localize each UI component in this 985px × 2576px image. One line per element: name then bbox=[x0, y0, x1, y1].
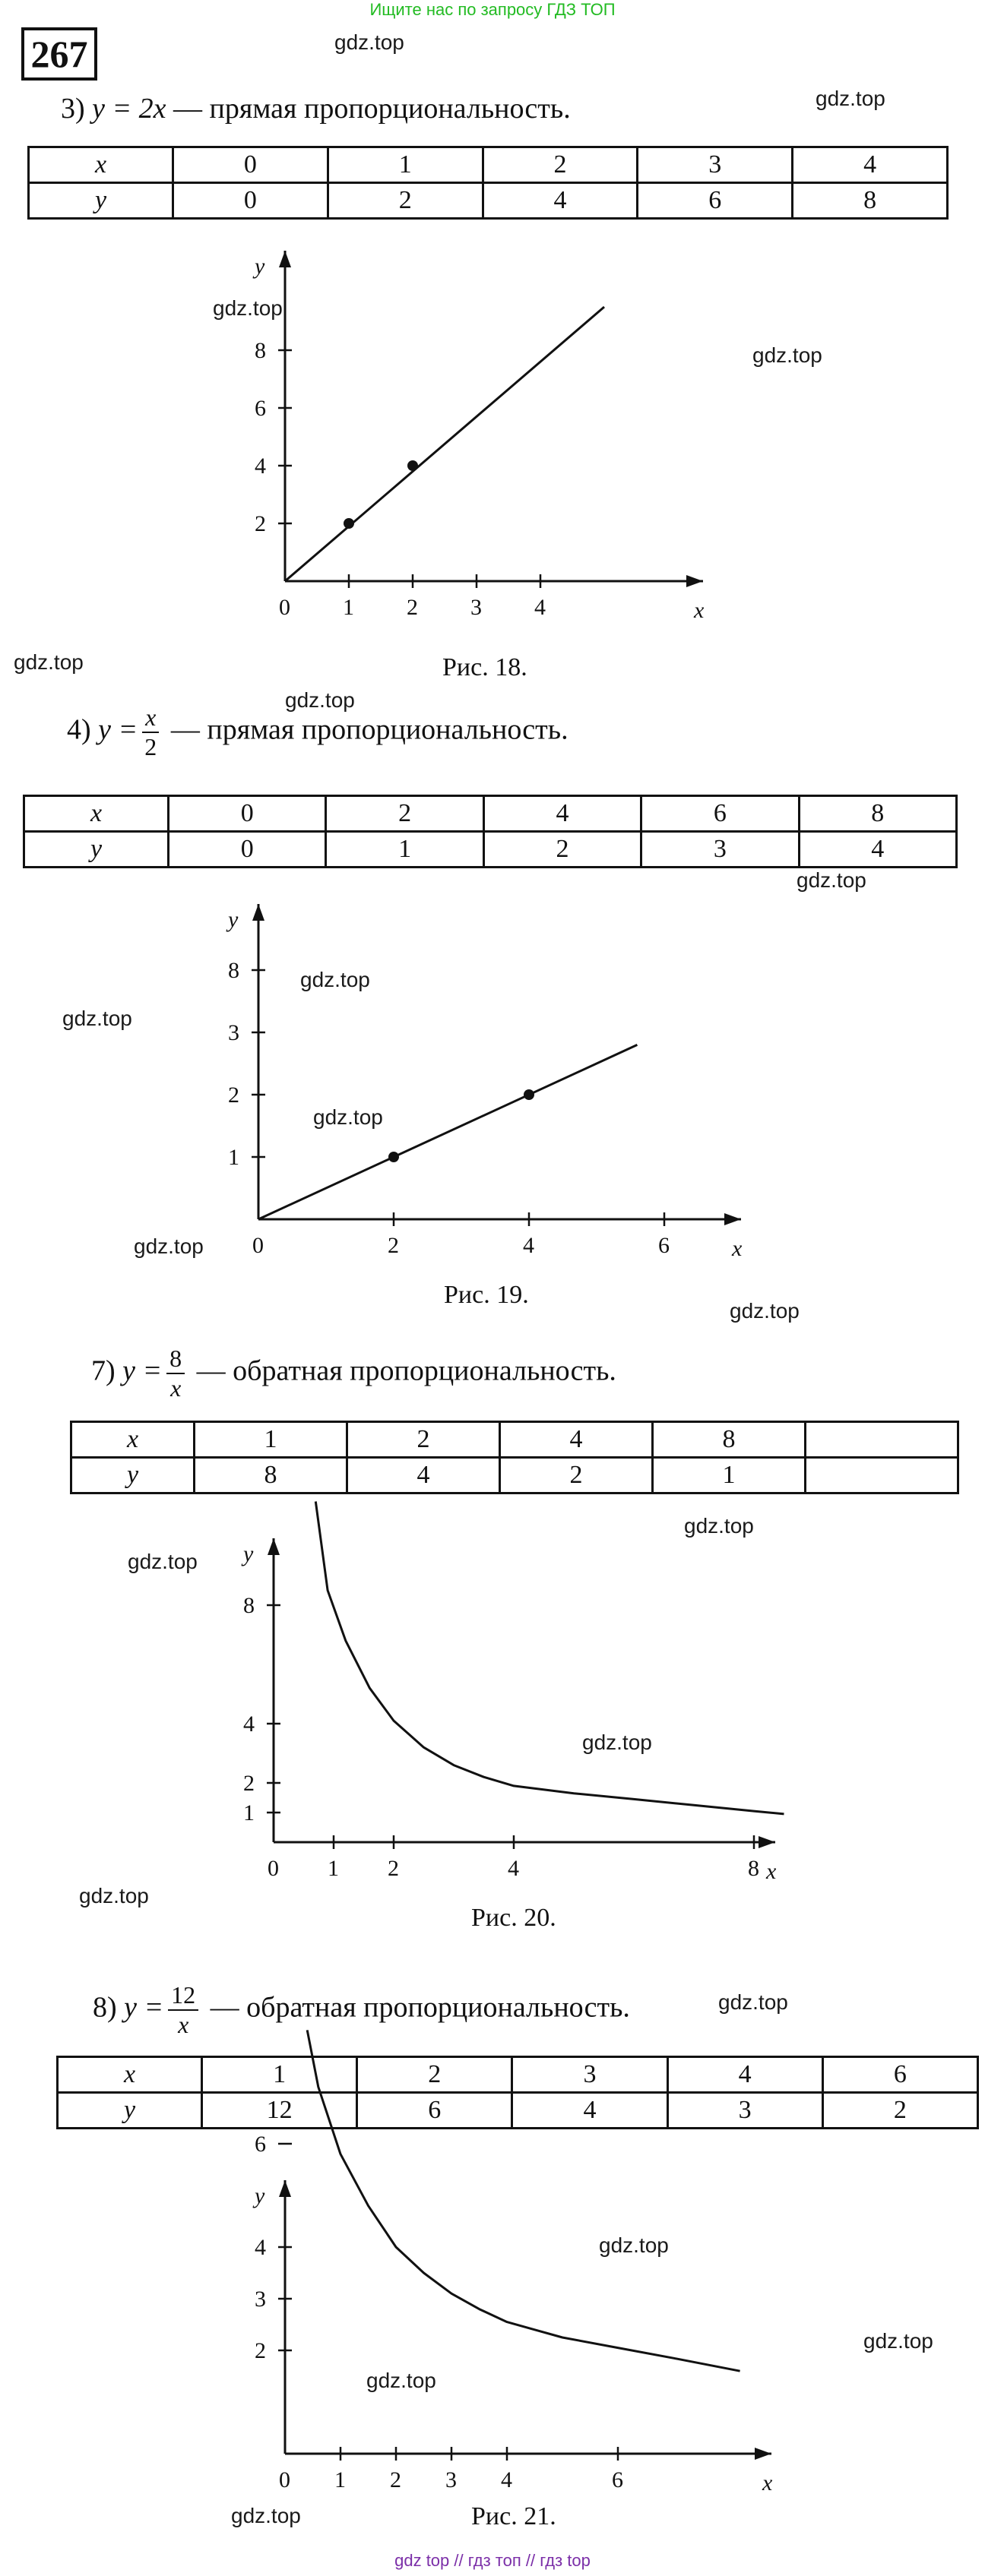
x-tick-label: 8 bbox=[748, 1856, 759, 1881]
watermark: gdz.top bbox=[62, 1007, 132, 1030]
y-tick-label: 6 bbox=[255, 2132, 266, 2157]
x-tick-label: 4 bbox=[534, 595, 546, 620]
x-tick-label: 2 bbox=[407, 595, 418, 620]
figure-caption: Рис. 20. bbox=[471, 1904, 556, 1932]
table-cell: 4 bbox=[799, 832, 956, 868]
watermark: gdz.top bbox=[231, 2504, 301, 2527]
section-label: 3) bbox=[61, 93, 85, 125]
watermark: gdz.top bbox=[730, 1299, 800, 1323]
x-tick-label: 3 bbox=[445, 2467, 457, 2492]
table-header-x: x bbox=[29, 147, 173, 183]
x-tick-label: 0 bbox=[268, 1856, 279, 1881]
x-tick-label: 4 bbox=[523, 1233, 534, 1258]
table-cell: 2 bbox=[328, 183, 483, 219]
x-axis-label: x bbox=[694, 598, 705, 623]
section-label: 4) bbox=[67, 713, 91, 746]
figure-caption: Рис. 19. bbox=[444, 1281, 529, 1309]
x-axis-label: x bbox=[762, 2470, 773, 2495]
table-cell: 0 bbox=[169, 796, 326, 832]
y-tick-label: 4 bbox=[243, 1712, 255, 1737]
table-cell: 8 bbox=[793, 183, 948, 219]
watermark: gdz.top bbox=[582, 1731, 652, 1754]
x-tick-label: 0 bbox=[279, 595, 290, 620]
y-tick-label: 2 bbox=[255, 2338, 266, 2363]
y-axis-label: y bbox=[255, 2183, 265, 2208]
table-cell: 12 bbox=[202, 2093, 357, 2129]
y-axis-label: y bbox=[243, 1541, 254, 1566]
table-cell: 1 bbox=[653, 1458, 806, 1493]
y-tick-label: 8 bbox=[255, 338, 266, 363]
y-tick-label: 4 bbox=[255, 2235, 266, 2260]
fraction-denominator: x bbox=[178, 2010, 189, 2038]
equation-lhs: y = bbox=[122, 1354, 163, 1387]
x-tick-label: 2 bbox=[390, 2467, 401, 2492]
y-axis-label: y bbox=[228, 907, 239, 932]
table-cell: 6 bbox=[357, 2093, 512, 2129]
table-cell: 1 bbox=[328, 147, 483, 183]
equation-lhs: y = bbox=[124, 1991, 164, 2024]
y-axis-arrow bbox=[279, 2180, 291, 2197]
watermark: gdz.top bbox=[285, 688, 355, 712]
fraction-denominator: 2 bbox=[144, 732, 157, 760]
table-cell: 4 bbox=[483, 183, 638, 219]
site-footer-links: gdz top // гдз топ // гдз top bbox=[394, 2551, 591, 2570]
table-cell: 6 bbox=[641, 796, 799, 832]
table-cell: 4 bbox=[667, 2057, 822, 2093]
x-axis-label: x bbox=[732, 1236, 743, 1261]
section-label: 7) bbox=[91, 1354, 116, 1387]
watermark: gdz.top bbox=[213, 296, 283, 320]
y-tick-label: 1 bbox=[228, 1145, 239, 1170]
watermark: gdz.top bbox=[797, 868, 866, 892]
watermark: gdz.top bbox=[334, 30, 404, 54]
x-tick-label: 0 bbox=[252, 1233, 264, 1258]
y-tick-label: 8 bbox=[243, 1593, 255, 1618]
equation-description: — прямая пропорциональность. bbox=[170, 713, 569, 746]
table-cell: 3 bbox=[641, 832, 799, 868]
watermark: gdz.top bbox=[718, 1990, 788, 2014]
y-tick-label: 6 bbox=[255, 396, 266, 421]
table-cell: 8 bbox=[799, 796, 956, 832]
table-header-y: y bbox=[29, 183, 173, 219]
equation-lhs: y = bbox=[98, 713, 138, 746]
watermark: gdz.top bbox=[366, 2369, 436, 2392]
table-header-x: x bbox=[71, 1422, 195, 1458]
table-cell: 4 bbox=[500, 1422, 653, 1458]
equation: y = 2x bbox=[92, 93, 166, 125]
x-tick-label: 4 bbox=[508, 1856, 519, 1881]
table-cell: 1 bbox=[202, 2057, 357, 2093]
watermark: gdz.top bbox=[599, 2233, 669, 2257]
table-cell: 6 bbox=[822, 2057, 977, 2093]
watermark: gdz.top bbox=[134, 1234, 204, 1258]
fraction-denominator: x bbox=[170, 1373, 182, 1402]
y-tick-label: 3 bbox=[228, 1020, 239, 1045]
watermark: gdz.top bbox=[752, 343, 822, 367]
watermark: gdz.top bbox=[128, 1550, 198, 1573]
table-cell: 1 bbox=[195, 1422, 347, 1458]
table-cell: 0 bbox=[169, 832, 326, 868]
y-axis-label: y bbox=[255, 254, 265, 279]
table-cell: 2 bbox=[483, 147, 638, 183]
x-axis-label: x bbox=[766, 1859, 777, 1884]
x-tick-label: 2 bbox=[388, 1233, 399, 1258]
section-label: 8) bbox=[93, 1991, 117, 2024]
watermark: gdz.top bbox=[816, 87, 885, 110]
watermark: gdz.top bbox=[313, 1105, 383, 1129]
y-tick-label: 2 bbox=[228, 1083, 239, 1108]
watermark: gdz.top bbox=[300, 968, 370, 991]
table-header-y: y bbox=[58, 2093, 202, 2129]
table-cell: 2 bbox=[483, 832, 641, 868]
x-tick-label: 3 bbox=[470, 595, 482, 620]
problem-number: 267 bbox=[21, 27, 97, 81]
equation-description: — обратная пропорциональность. bbox=[210, 1991, 630, 2024]
fraction-numerator: x bbox=[142, 703, 159, 733]
table-cell: 4 bbox=[512, 2093, 667, 2129]
table-cell: 2 bbox=[326, 796, 483, 832]
table-cell: 2 bbox=[347, 1422, 500, 1458]
x-tick-label: 4 bbox=[501, 2467, 512, 2492]
series-line bbox=[307, 2030, 740, 2371]
y-tick-label: 2 bbox=[243, 1771, 255, 1796]
watermark: gdz.top bbox=[684, 1514, 754, 1538]
table-header-y: y bbox=[24, 832, 169, 868]
table-cell: 1 bbox=[326, 832, 483, 868]
table-cell: 4 bbox=[347, 1458, 500, 1493]
y-tick-label: 8 bbox=[228, 958, 239, 983]
x-tick-label: 2 bbox=[388, 1856, 399, 1881]
y-tick-label: 3 bbox=[255, 2287, 266, 2312]
table-header-y: y bbox=[71, 1458, 195, 1493]
equation-description: — прямая пропорциональность. bbox=[173, 93, 571, 125]
table-cell: 3 bbox=[638, 147, 793, 183]
x-tick-label: 1 bbox=[343, 595, 354, 620]
x-tick-label: 6 bbox=[612, 2467, 623, 2492]
table-cell: 4 bbox=[483, 796, 641, 832]
x-tick-label: 0 bbox=[279, 2467, 290, 2492]
table-cell: 8 bbox=[195, 1458, 347, 1493]
y-tick-label: 1 bbox=[243, 1800, 255, 1825]
x-tick-label: 6 bbox=[658, 1233, 670, 1258]
table-cell: 6 bbox=[638, 183, 793, 219]
x-axis-arrow bbox=[755, 2448, 771, 2460]
figure-caption: Рис. 21. bbox=[471, 2502, 556, 2530]
table-cell: 4 bbox=[793, 147, 948, 183]
x-tick-label: 1 bbox=[328, 1856, 339, 1881]
x-tick-label: 1 bbox=[334, 2467, 346, 2492]
y-tick-label: 4 bbox=[255, 454, 266, 479]
equation-description: — обратная пропорциональность. bbox=[196, 1354, 616, 1387]
watermark: gdz.top bbox=[863, 2329, 933, 2353]
table-header-x: x bbox=[24, 796, 169, 832]
table-cell: 3 bbox=[667, 2093, 822, 2129]
fraction-numerator: 8 bbox=[166, 1345, 185, 1374]
table-cell: 3 bbox=[512, 2057, 667, 2093]
table-cell: 2 bbox=[357, 2057, 512, 2093]
watermark: gdz.top bbox=[79, 1884, 149, 1908]
table-cell: 2 bbox=[500, 1458, 653, 1493]
fraction-numerator: 12 bbox=[168, 1981, 198, 2011]
y-tick-label: 2 bbox=[255, 511, 266, 536]
table-cell: 2 bbox=[822, 2093, 977, 2129]
watermark: gdz.top bbox=[14, 650, 84, 674]
table-cell: 0 bbox=[173, 147, 328, 183]
search-hint-banner: Ищите нас по запросу ГДЗ ТОП bbox=[369, 0, 616, 19]
table-header-x: x bbox=[58, 2057, 202, 2093]
table-cell: 0 bbox=[173, 183, 328, 219]
table-cell: 8 bbox=[653, 1422, 806, 1458]
figure-caption: Рис. 18. bbox=[442, 653, 527, 681]
